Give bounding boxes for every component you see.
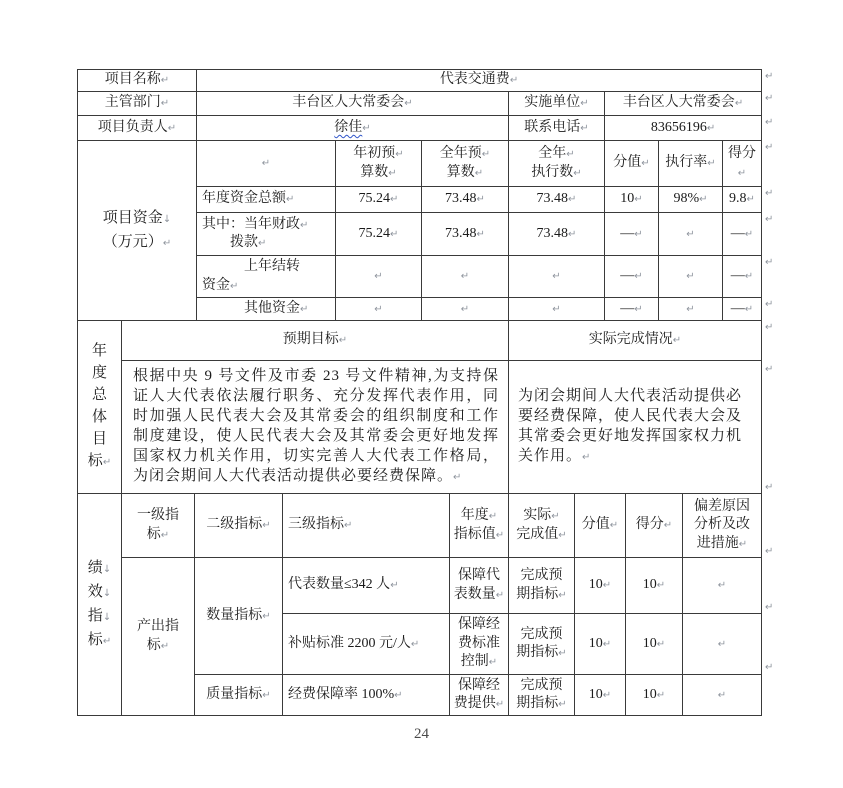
actual-value-cell: 完成预 期指标↵ <box>509 614 575 675</box>
header-annual-target: 年度↵ 指标值↵ <box>450 494 509 558</box>
funds-value-cell: 98%↵ <box>659 187 723 213</box>
paragraph-mark: ↵ <box>765 364 774 375</box>
funds-section-label: 项目资金↓ （万元）↵ <box>78 141 197 321</box>
table-row <box>78 494 762 558</box>
funds-header-annual-execution: 全年↵ 执行数↵ <box>509 141 605 187</box>
funds-value-cell: —↵ <box>605 298 659 321</box>
paragraph-mark: ↵ <box>765 214 774 225</box>
funds-value-cell: 9.8↵ <box>723 187 762 213</box>
funds-value-cell: 73.48↵ <box>422 213 509 256</box>
annual-goal-section-label: 年 度 总 体 目 标↵ <box>78 321 122 494</box>
annual-goal-table <box>77 320 762 494</box>
funds-value-cell: —↵ <box>605 213 659 256</box>
funds-value-cell: —↵ <box>723 298 762 321</box>
header-level1-indicator: 一级指 标↵ <box>122 494 195 558</box>
deviation-cell: ↵ <box>683 675 762 716</box>
indicators-table <box>77 493 762 716</box>
paragraph-mark: ↵ <box>765 322 774 333</box>
actual-completion-text: 为闭会期间人大代表活动提供必要经费保障，使人民代表大会及其常委会更好地发挥国家权力机关作用。↵ <box>509 361 762 494</box>
paragraph-mark: ↵ <box>765 71 774 82</box>
header-level2-indicator: 二级指标↵ <box>195 494 283 558</box>
table-row <box>78 361 762 494</box>
funds-value-cell: ↵ <box>422 256 509 298</box>
level2-indicator-cell: 数量指标↵ <box>195 558 283 675</box>
indicators-section-label: 绩↓ 效↓ 指↓ 标↵ <box>78 494 122 716</box>
paragraph-mark: ↵ <box>765 142 774 153</box>
annual-target-cell: 保障经 费标准 控制↵ <box>450 614 509 675</box>
level3-indicator-cell: 补贴标准 2200 元/人↵ <box>283 614 450 675</box>
department-value: 丰台区人大常委会↵ <box>197 92 509 116</box>
score-cell: 10↵ <box>626 614 683 675</box>
score-cell: 10↵ <box>626 675 683 716</box>
funds-value-cell: ↵ <box>659 213 723 256</box>
project-name-value: 代表交通费↵ <box>197 70 762 92</box>
funds-value-cell: 73.48↵ <box>509 187 605 213</box>
paragraph-mark: ↵ <box>765 482 774 493</box>
funds-value-cell: —↵ <box>723 256 762 298</box>
table-row <box>78 141 762 187</box>
leader-label: 项目负责人↵ <box>78 116 197 141</box>
expected-goal-text: 根据中央 9 号文件及市委 23 号文件精神,为支持保证人大代表依法履行职务、充分发挥代表作用，同时加强人民代表大会及其常委会的组织制度和工作制度建设，使人民代表大会及其常委会更好地发挥国家权力机关作用，切实完善人大代表工作格局，为闭会期间人大代表活动提供必要经费保障。↵ <box>122 361 509 494</box>
score-value-cell: 10↵ <box>575 675 626 716</box>
paragraph-mark: ↵ <box>765 188 774 199</box>
paragraph-mark: ↵ <box>765 117 774 128</box>
funds-value-cell: ↵ <box>659 256 723 298</box>
deviation-cell: ↵ <box>683 614 762 675</box>
actual-value-cell: 完成预 期指标↵ <box>509 558 575 614</box>
header-deviation: 偏差原因 分析及改 进措施↵ <box>683 494 762 558</box>
level3-indicator-cell: 代表数量≤342 人↵ <box>283 558 450 614</box>
actual-completion-header: 实际完成情况↵ <box>509 321 762 361</box>
funds-row-label: 年度资金总额↵ <box>197 187 336 213</box>
funds-value-cell: —↵ <box>605 256 659 298</box>
paragraph-mark: ↵ <box>765 602 774 613</box>
leader-cell <box>197 116 509 141</box>
funds-value-cell: —↵ <box>723 213 762 256</box>
funds-value-cell: ↵ <box>422 298 509 321</box>
funds-value-cell: 73.48↵ <box>422 187 509 213</box>
expected-goal-header: 预期目标↵ <box>122 321 509 361</box>
score-cell: 10↵ <box>626 558 683 614</box>
page-number: 24 <box>414 726 429 742</box>
table-row <box>78 558 762 614</box>
funds-value-cell: ↵ <box>509 298 605 321</box>
phone-value: 83656196↵ <box>605 116 762 141</box>
funds-value-cell: ↵ <box>336 298 422 321</box>
header-actual-value: 实际↵ 完成值↵ <box>509 494 575 558</box>
leader-name: 徐佳 <box>334 119 363 135</box>
paragraph-mark: ↵ <box>765 662 774 673</box>
funds-header-score: 得分↵ <box>723 141 762 187</box>
funds-header-execution-rate: 执行率↵ <box>659 141 723 187</box>
funds-row-label: 上年结转 资金↵ <box>197 256 336 298</box>
score-value-cell: 10↵ <box>575 558 626 614</box>
score-value-cell: 10↵ <box>575 614 626 675</box>
funds-value-cell: ↵ <box>659 298 723 321</box>
funds-header-score-value: 分值↵ <box>605 141 659 187</box>
table-row <box>78 116 762 141</box>
funds-header-initial-budget: 年初预↵ 算数↵ <box>336 141 422 187</box>
paragraph-mark: ↵ <box>362 122 371 134</box>
deviation-cell: ↵ <box>683 558 762 614</box>
evaluation-table <box>77 69 774 716</box>
phone-label: 联系电话↵ <box>509 116 605 141</box>
funds-value-cell: 75.24↵ <box>336 187 422 213</box>
annual-target-cell: 保障经 费提供↵ <box>450 675 509 716</box>
funds-value-cell: 75.24↵ <box>336 213 422 256</box>
funds-value-cell: ↵ <box>336 256 422 298</box>
actual-value-cell: 完成预 期指标↵ <box>509 675 575 716</box>
funds-header-annual-budget: 全年预↵ 算数↵ <box>422 141 509 187</box>
project-name-label: 项目名称↵ <box>78 70 197 92</box>
table-row <box>78 70 762 92</box>
funds-value-cell: 73.48↵ <box>509 213 605 256</box>
level2-indicator-cell: 质量指标↵ <box>195 675 283 716</box>
department-label: 主管部门↵ <box>78 92 197 116</box>
table-row <box>78 321 762 361</box>
basic-info-table <box>77 69 762 141</box>
paragraph-mark: ↵ <box>765 93 774 104</box>
implement-unit-label: 实施单位↵ <box>509 92 605 116</box>
implement-unit-value: 丰台区人大常委会↵ <box>605 92 762 116</box>
paragraph-mark: ↵ <box>765 257 774 268</box>
header-score: 得分↵ <box>626 494 683 558</box>
header-score-value: 分值↵ <box>575 494 626 558</box>
funds-value-cell: ↵ <box>509 256 605 298</box>
level1-indicator-cell: 产出指 标↵ <box>122 558 195 716</box>
funds-row-label: 其中：当年财政↵ 拨款↵ <box>197 213 336 256</box>
table-row <box>78 92 762 116</box>
paragraph-mark: ↵ <box>765 546 774 557</box>
funds-value-cell: 10↵ <box>605 187 659 213</box>
funds-header-blank: ↵ <box>197 141 336 187</box>
annual-target-cell: 保障代 表数量↵ <box>450 558 509 614</box>
funds-row-label: 其他资金↵ <box>197 298 336 321</box>
funds-table <box>77 140 762 321</box>
header-level3-indicator: 三级指标↵ <box>283 494 450 558</box>
level3-indicator-cell: 经费保障率 100%↵ <box>283 675 450 716</box>
paragraph-mark: ↵ <box>765 299 774 310</box>
